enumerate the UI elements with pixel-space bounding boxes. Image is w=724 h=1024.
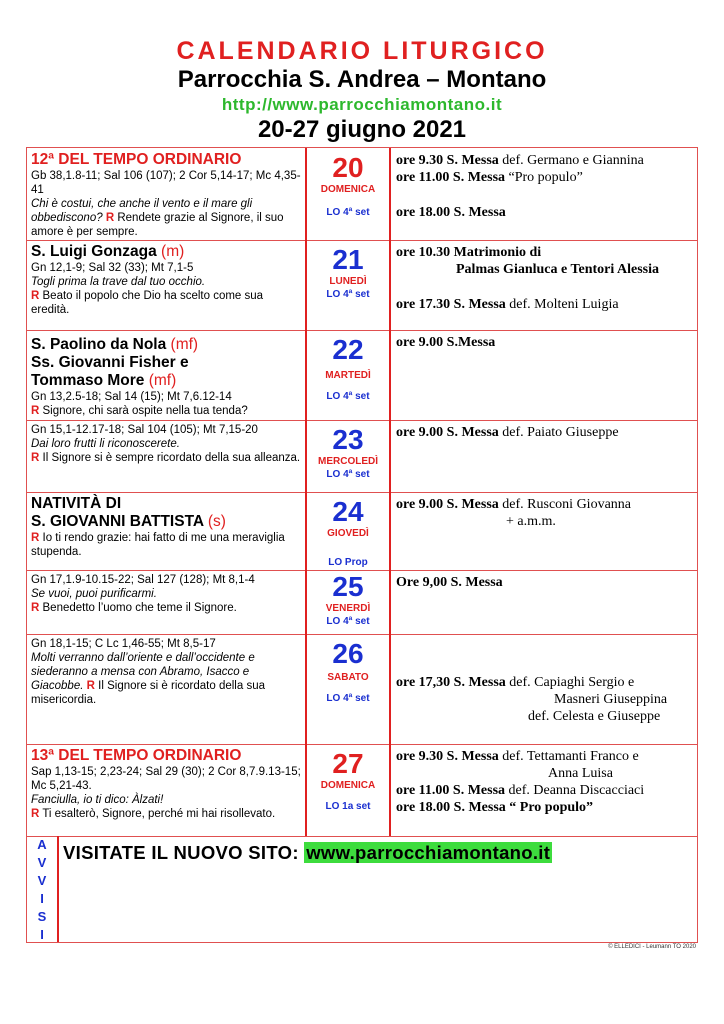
mass-note: def. Tettamanti Franco e xyxy=(502,749,639,764)
notices-letter: I xyxy=(40,891,44,906)
mass-line xyxy=(396,169,697,186)
mass-line: ore 10.30 Matrimonio di xyxy=(396,245,542,260)
day-name: MERCOLEDÌ xyxy=(318,456,378,467)
feast-title: 13ª DEL TEMPO ORDINARIO xyxy=(31,747,242,764)
mass-line: Palmas Gianluca e Tentori Alessia xyxy=(456,262,660,277)
readings-cell xyxy=(27,492,305,570)
day-number: 23 xyxy=(332,424,364,455)
notices-letter: V xyxy=(37,873,47,888)
day-name: LUNEDÌ xyxy=(329,276,367,287)
readings-refs: Gn 13,2.5-18; Sal 14 (15); Mt 7,6.12-14 xyxy=(31,391,232,403)
feast-name: S. GIOVANNI BATTISTA xyxy=(31,513,204,530)
gospel-phrase: Dai loro frutti li riconoscerete. xyxy=(31,438,180,450)
mass-note: def. Paiato Giuseppe xyxy=(502,425,619,440)
readings-refs: Gn 12,1-9; Sal 32 (33); Mt 7,1-5 xyxy=(31,262,194,274)
day-number: 27 xyxy=(332,748,364,779)
feast-title-3 xyxy=(31,372,302,390)
copyright-footer: © ELLEDICI - Leumann TO 2020 xyxy=(608,944,696,950)
psalm-response: Io ti rendo grazie: hai fatto di me una meraviglia stupenda. xyxy=(31,532,285,558)
notices-label xyxy=(27,836,59,942)
day-number: 26 xyxy=(332,638,364,669)
calendar-table xyxy=(26,147,698,943)
mass-time: ore 17,30 S. Messa xyxy=(396,675,506,690)
psalm-response: Benedetto l’uomo che teme il Signore. xyxy=(42,602,237,614)
mass-line: Ore 9,00 S. Messa xyxy=(396,575,503,590)
mass-note: def. Germano e Giannina xyxy=(502,153,644,168)
mass-line xyxy=(396,748,697,765)
readings-refs: Gn 15,1-12.17-18; Sal 104 (105); Mt 7,15-20 xyxy=(31,424,258,436)
notices-row xyxy=(27,836,697,942)
readings-cell xyxy=(27,330,305,420)
mass-note: “Pro populo” xyxy=(508,170,583,185)
day-cell xyxy=(305,744,391,836)
table-row xyxy=(27,148,697,241)
feast-name: S. Paolino da Nola xyxy=(31,336,167,353)
mass-line: def. Celesta e Giuseppe xyxy=(528,709,661,724)
feast-rank: (s) xyxy=(207,513,226,530)
mass-note: “ Pro populo” xyxy=(509,800,594,815)
day-cell xyxy=(305,240,391,330)
gospel-phrase: Chi è costui, che anche il vento e il mare gli obbediscono? xyxy=(31,198,253,224)
mass-time: ore 9.00 S. Messa xyxy=(396,425,499,440)
response-marker: R xyxy=(31,452,40,464)
office-week: LO Prop xyxy=(328,557,368,568)
mass-line: ore 9.00 S.Messa xyxy=(396,335,496,350)
office-week: LO 4ª set xyxy=(326,693,370,704)
mass-time: ore 11.00 S. Messa xyxy=(396,170,506,185)
gospel-phrase: Togli prima la trave dal tuo occhio. xyxy=(31,276,206,288)
feast-name: S. Luigi Gonzaga xyxy=(31,243,157,260)
psalm-response: Beato il popolo che Dio ha scelto come sua eredità. xyxy=(31,290,264,316)
table-row xyxy=(27,330,697,421)
day-name: SABATO xyxy=(327,672,369,683)
mass-time: ore 17.30 S. Messa xyxy=(396,297,506,312)
readings-refs: Gn 17,1.9-10.15-22; Sal 127 (128); Mt 8,1-4 xyxy=(31,574,255,586)
mass-cell xyxy=(391,240,697,330)
response-marker: R xyxy=(105,212,115,224)
mass-line xyxy=(396,674,697,691)
feast-rank: (mf) xyxy=(170,336,199,353)
office-week: LO 4ª set xyxy=(326,616,370,627)
mass-cell xyxy=(391,634,697,744)
mass-time: ore 9.30 S. Messa xyxy=(396,749,499,764)
mass-cell xyxy=(391,570,697,634)
day-number: 24 xyxy=(332,496,364,527)
day-cell xyxy=(305,492,391,570)
response-marker: R xyxy=(31,602,40,614)
calendar-title: CALENDARIO LITURGICO xyxy=(176,37,548,65)
table-row xyxy=(27,420,697,493)
mass-note: def. Rusconi Giovanna xyxy=(502,497,631,512)
mass-time: ore 18.00 S. Messa xyxy=(396,205,506,220)
date-range: 20-27 giugno 2021 xyxy=(257,116,467,143)
response-marker: R xyxy=(31,532,40,544)
notices-message: VISITATE IL NUOVO SITO: xyxy=(63,842,299,863)
mass-cell xyxy=(391,148,697,240)
mass-line xyxy=(396,296,697,313)
mass-time: ore 9.30 S. Messa xyxy=(396,153,499,168)
office-week: LO 4ª set xyxy=(326,289,370,300)
office-week: LO 4ª set xyxy=(326,469,370,480)
readings-cell xyxy=(27,240,305,330)
mass-line: Masneri Giuseppina xyxy=(554,692,668,707)
response-marker: R xyxy=(31,808,40,820)
table-row xyxy=(27,570,697,635)
day-cell xyxy=(305,420,391,492)
notices-letter: S xyxy=(37,909,47,924)
table-row xyxy=(27,744,697,837)
parish-url[interactable]: http://www.parrocchiamontano.it xyxy=(221,95,503,114)
feast-name: Tommaso More xyxy=(31,372,145,389)
office-week: LO 4ª set xyxy=(326,391,370,402)
day-cell xyxy=(305,570,391,634)
readings-refs: Gb 38,1.8-11; Sal 106 (107); 2 Cor 5,14-17; Mc 4,35-41 xyxy=(31,170,301,196)
day-name: DOMENICA xyxy=(320,184,376,195)
mass-note: def. Molteni Luigia xyxy=(509,297,619,312)
day-cell xyxy=(305,148,391,240)
notices-letter: I xyxy=(40,927,44,942)
response-marker: R xyxy=(31,405,40,417)
readings-cell xyxy=(27,634,305,744)
mass-time: ore 9.00 S. Messa xyxy=(396,497,499,512)
feast-title xyxy=(31,243,302,261)
table-row xyxy=(27,240,697,331)
feast-rank: (mf) xyxy=(148,372,177,389)
psalm-response: Rendete grazie al Signore, il suo amore è per sempre. xyxy=(31,212,284,238)
mass-note: def. Capiaghi Sergio e xyxy=(509,675,635,690)
mass-line xyxy=(396,152,697,169)
day-number: 25 xyxy=(332,571,364,602)
day-name: VENERDÌ xyxy=(325,603,371,614)
psalm-response: Signore, chi sarà ospite nella tua tenda? xyxy=(42,405,248,417)
psalm-response: Il Signore si è sempre ricordato della sua alleanza. xyxy=(42,452,301,464)
feast-title-2 xyxy=(31,513,302,531)
mass-cell xyxy=(391,744,697,836)
gospel-phrase: Se vuoi, puoi purificarmi. xyxy=(31,588,157,600)
day-name: GIOVEDÌ xyxy=(327,528,369,539)
mass-line: + a.m.m. xyxy=(506,514,556,529)
mass-line xyxy=(396,782,697,799)
office-week: LO 4ª set xyxy=(326,207,370,218)
readings-refs: Sap 1,13-15; 2,23-24; Sal 29 (30); 2 Cor 8,7.9.13-15; Mc 5,21-43. xyxy=(31,766,301,792)
feast-title xyxy=(31,336,302,354)
day-number: 21 xyxy=(332,244,364,275)
mass-cell xyxy=(391,420,697,492)
table-row xyxy=(27,634,697,745)
psalm-response: Ti esalterò, Signore, perché mi hai risollevato. xyxy=(42,808,276,820)
readings-cell xyxy=(27,148,305,240)
mass-cell xyxy=(391,330,697,420)
notices-letter: V xyxy=(37,855,47,870)
mass-line xyxy=(396,496,697,513)
day-cell xyxy=(305,634,391,744)
day-name: DOMENICA xyxy=(320,780,376,791)
day-name: MARTEDÌ xyxy=(325,370,371,381)
mass-time: ore 18.00 S. Messa xyxy=(396,800,506,815)
day-number: 22 xyxy=(332,334,364,365)
feast-title: NATIVITÀ DI xyxy=(31,495,122,512)
header xyxy=(0,36,724,144)
psalm-response: Il Signore si è ricordato della sua misericordia. xyxy=(31,680,265,706)
readings-refs: Gn 18,1-15; C Lc 1,46-55; Mt 8,5-17 xyxy=(31,638,216,650)
mass-line xyxy=(396,424,697,441)
readings-cell xyxy=(27,420,305,492)
gospel-phrase: Fanciulla, io ti dico: Àlzati! xyxy=(31,794,164,806)
day-cell xyxy=(305,330,391,420)
parish-name: Parrocchia S. Andrea – Montano xyxy=(177,66,547,93)
office-week: LO 1a set xyxy=(325,801,371,812)
feast-rank: (m) xyxy=(161,243,185,260)
gospel-phrase: Molti verranno dall’oriente e dall’occidente e siederanno a mensa con Abramo, Isacco e Giacobbe. xyxy=(31,652,255,692)
readings-cell xyxy=(27,570,305,634)
mass-cell xyxy=(391,492,697,570)
response-marker: R xyxy=(31,290,40,302)
website-link[interactable]: www.parrocchiamontano.it xyxy=(306,842,551,863)
table-row xyxy=(27,492,697,571)
feast-title: 12ª DEL TEMPO ORDINARIO xyxy=(31,151,242,168)
mass-time: ore 11.00 S. Messa xyxy=(396,783,506,798)
mass-line xyxy=(396,799,697,816)
notices-letter: A xyxy=(37,837,47,852)
mass-line: Anna Luisa xyxy=(548,766,613,781)
feast-title-2: Ss. Giovanni Fisher e xyxy=(31,354,189,371)
readings-cell xyxy=(27,744,305,836)
mass-note: def. Deanna Discacciaci xyxy=(508,783,645,798)
notices-text xyxy=(63,842,552,864)
response-marker: R xyxy=(86,680,95,692)
day-number: 20 xyxy=(332,152,364,183)
mass-line xyxy=(396,204,697,221)
